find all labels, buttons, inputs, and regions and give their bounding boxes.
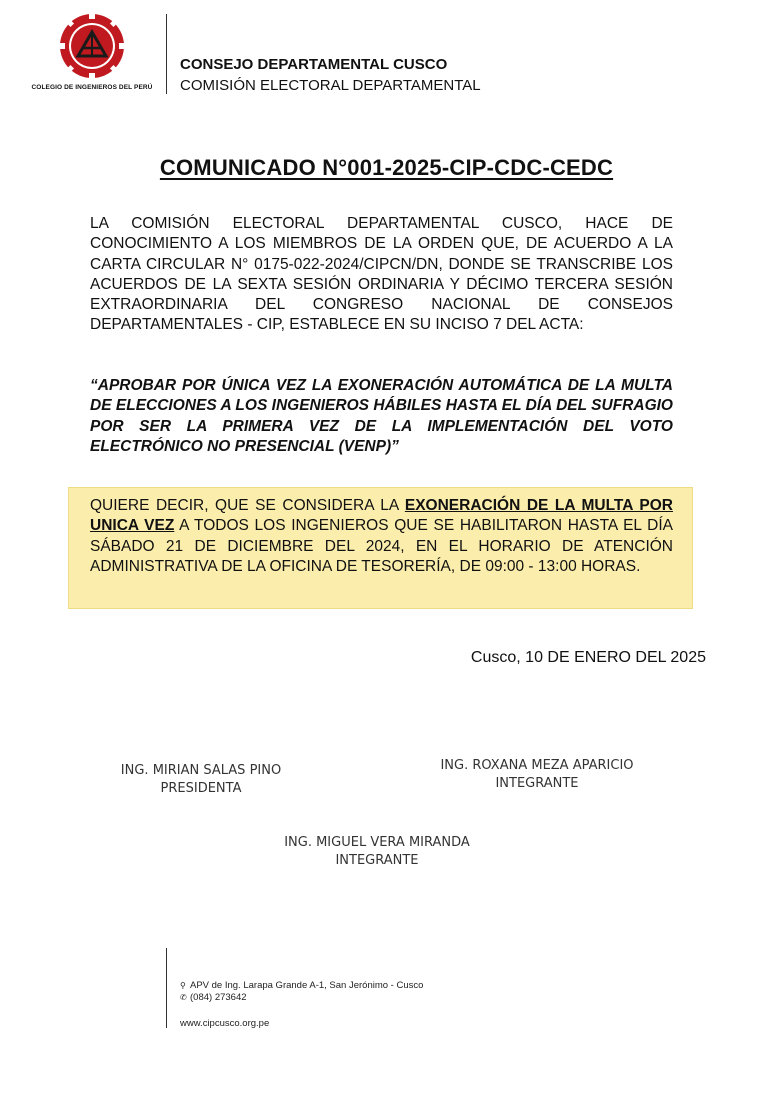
quoted-agreement: “APROBAR POR ÚNICA VEZ LA EXONERACIÓN AUTOMÁTICA DE LA MULTA DE ELECCIONES A LOS INGENIEROS HÁBILES HASTA EL DÍA DEL SUFRAGIO POR SER LA PRIMERA VEZ DE LA IMPLEMENTACIÓN DEL VOTO ELECTRÓNICO NO PRESENCIAL (VENP)” [90,377,673,455]
signature-block-president [71,762,331,798]
signer-role: PRESIDENTA [160,781,242,796]
document-title: COMUNICADO N°001-2025-CIP-CDC-CEDC [159,155,614,180]
commission-name: COMISIÓN ELECTORAL DEPARTAMENTAL [180,77,481,94]
document-date: Cusco, 10 DE ENERO DEL 2025 [470,649,706,666]
address-text: APV de Ing. Larapa Grande A-1, San Jerónimo - Cusco [190,980,424,991]
notice-lead: QUIERE DECIR, QUE SE CONSIDERA LA [90,497,405,514]
phone-icon: ✆ [180,993,187,1002]
cip-logo [30,12,154,91]
footer-website: www.cipcusco.org.pe [180,1018,270,1029]
notice-paragraph [90,496,673,577]
footer-address [180,980,423,992]
intro-paragraph: LA COMISIÓN ELECTORAL DEPARTAMENTAL CUSCO, HACE DE CONOCIMIENTO A LOS MIEMBROS DE LA ORDEN QUE, DE ACUERDO A LA CARTA CIRCULAR N° 0175-022-2024/CIPCN/DN, DONDE SE TRANSCRIBE LOS ACUERDOS DE LA SEXTA SESIÓN ORDINARIA Y DÉCIMO TERCERA SESIÓN EXTRAORDINARIA DEL CONGRESO NACIONAL DE CONSEJOS DEPARTAMENTALES - CIP, ESTABLECE EN SU INCISO 7 DEL ACTA: [90,215,673,334]
phone-text: (084) 273642 [190,992,247,1003]
signature-block-member-1 [407,757,667,793]
signer-name: ING. MIRIAN SALAS PINO [120,763,282,778]
footer-divider [166,948,167,1028]
footer-phone [180,992,247,1004]
header-divider [166,14,167,94]
notice-emphasis: EXONERACIÓN DE LA MULTA POR UNICA VEZ [90,497,673,535]
signer-name: ING. MIGUEL VERA MIRANDA [284,835,470,850]
signer-role: INTEGRANTE [495,776,579,791]
cip-seal-icon [58,12,126,80]
signer-role: INTEGRANTE [335,853,419,868]
council-name: CONSEJO DEPARTAMENTAL CUSCO [180,56,448,73]
signature-block-member-2 [247,834,507,870]
location-pin-icon: ⚲ [180,981,186,990]
logo-caption: COLEGIO DE INGENIEROS DEL PERÚ [31,84,153,91]
notice-rest: A TODOS LOS INGENIEROS QUE SE HABILITARON HASTA EL DÍA SÁBADO 21 DE DICIEMBRE DEL 2024, EN EL HORARIO DE ATENCIÓN ADMINISTRATIVA DE LA OFICINA DE TESORERÍA, DE 09:00 - 13:00 HORAS. [90,517,673,575]
signer-name: ING. ROXANA MEZA APARICIO [440,758,634,773]
